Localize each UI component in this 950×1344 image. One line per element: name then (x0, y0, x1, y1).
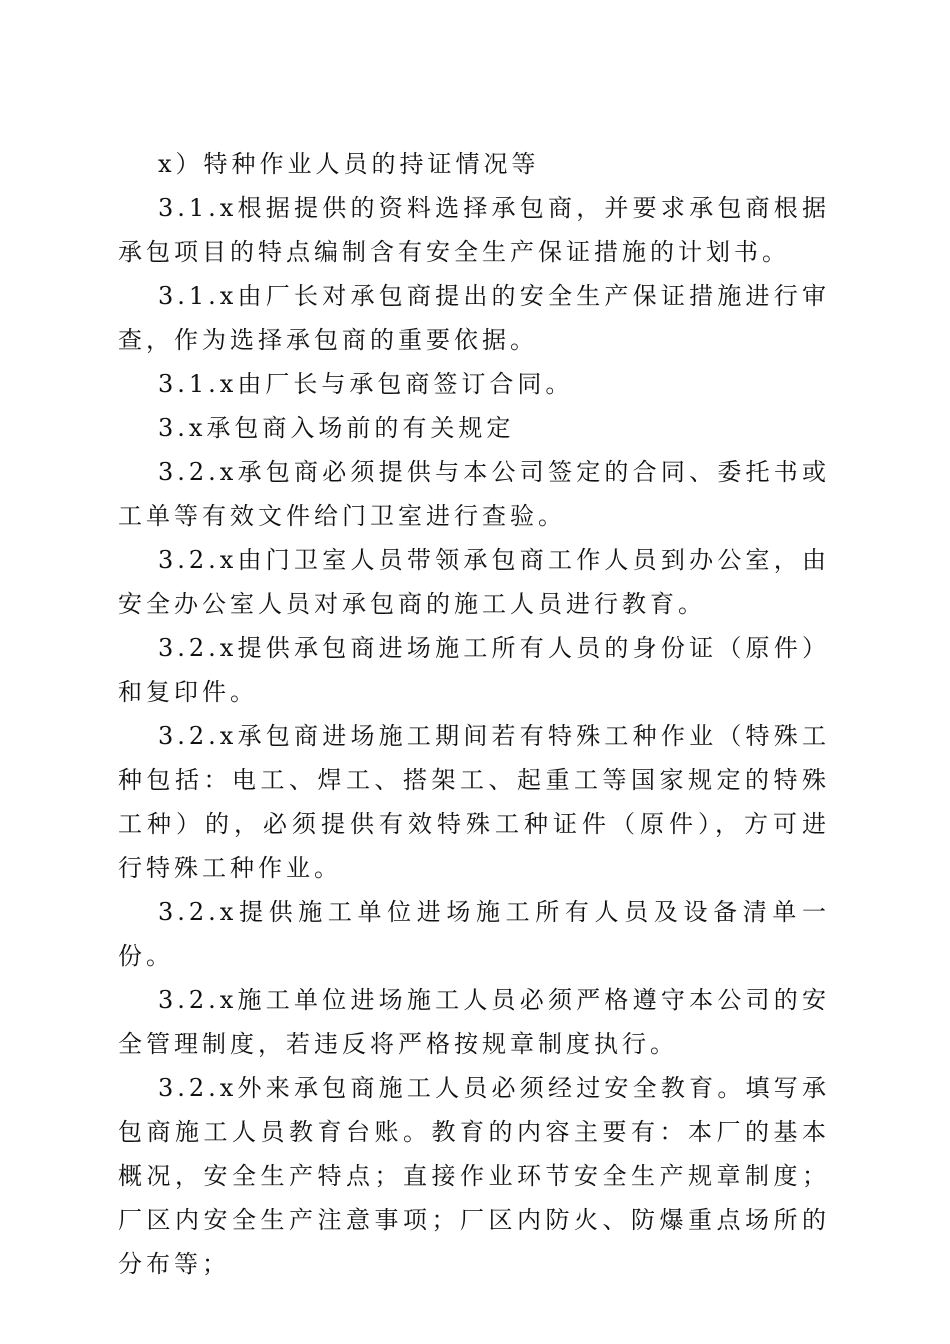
paragraph-education-content: 3.2.x外来承包商施工人员必须经过安全教育。填写承包商施工人员教育台账。教育的内容主要有：本厂的基本概况，安全生产特点；直接作业环节安全生产规章制度；厂区内安全生产注意事项；厂区内防火、防爆重点场所的分布等； (118, 1074, 830, 1278)
paragraph-id-cards: 3.2.x提供承包商进场施工所有人员的身份证（原件）和复印件。 (118, 634, 830, 706)
paragraph-special-trades: 3.2.x承包商进场施工期间若有特殊工种作业（特殊工种包括：电工、焊工、搭架工、起重工等国家规定的特殊工种）的，必须提供有效特殊工种证件（原件），方可进行特殊工种作业。 (118, 722, 830, 882)
paragraph-personnel-list: 3.2.x提供施工单位进场施工所有人员及设备清单一份。 (118, 898, 830, 970)
section-heading-entry-rules: 3.x承包商入场前的有关规定 (158, 414, 515, 442)
paragraph-safety-education: 3.2.x由门卫室人员带领承包商工作人员到办公室，由安全办公室人员对承包商的施工人员进行教育。 (118, 546, 830, 618)
paragraph-select-contractor: 3.1.x根据提供的资料选择承包商，并要求承包商根据承包项目的特点编制含有安全生产保证措施的计划书。 (118, 194, 830, 266)
document-body (118, 142, 830, 1286)
paragraph-provide-documents: 3.2.x承包商必须提供与本公司签定的合同、委托书或工单等有效文件给门卫室进行查验。 (118, 458, 830, 530)
paragraph-review-measures: 3.1.x由厂长对承包商提出的安全生产保证措施进行审查，作为选择承包商的重要依据。 (118, 282, 830, 354)
paragraph-sign-contract: 3.1.x由厂长与承包商签订合同。 (158, 370, 574, 398)
paragraph-comply-rules: 3.2.x施工单位进场施工人员必须严格遵守本公司的安全管理制度，若违反将严格按规章制度执行。 (118, 986, 830, 1058)
paragraph-special-worker-certs: x）特种作业人员的持证情况等 (158, 150, 540, 178)
